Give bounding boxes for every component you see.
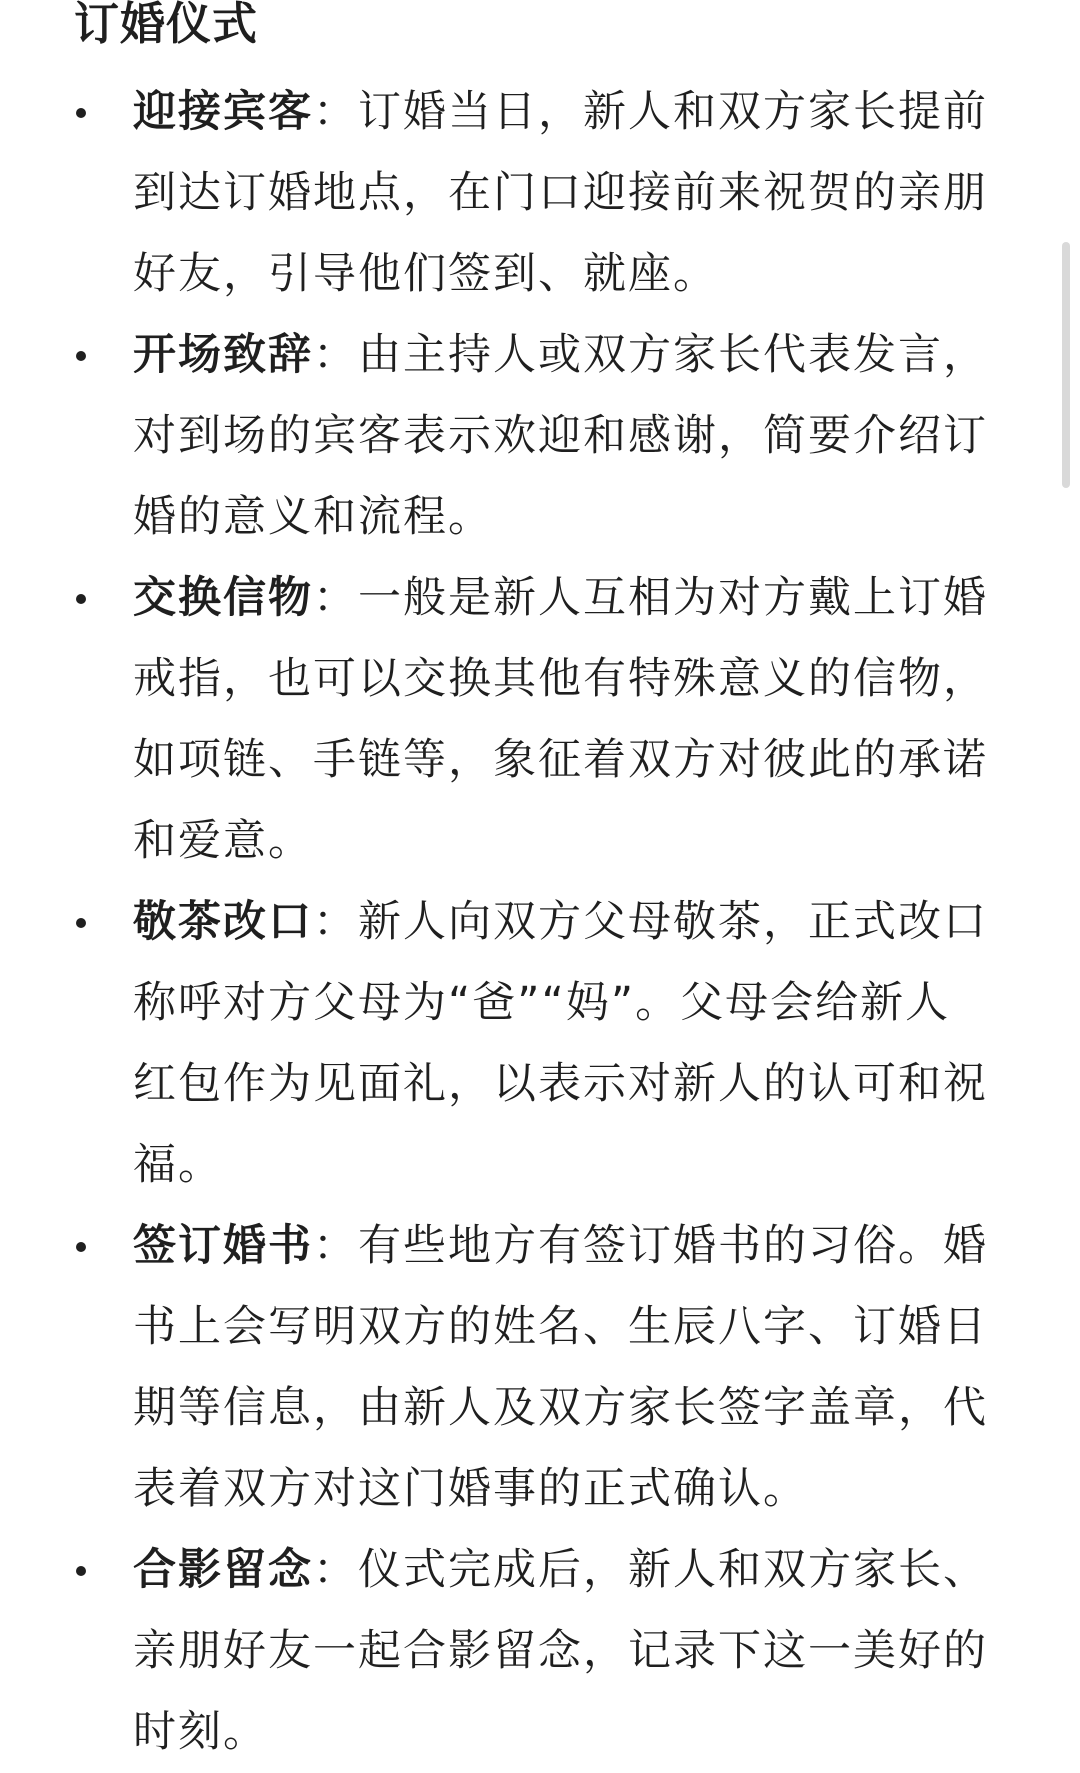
bullet-icon	[76, 594, 86, 604]
item-term: 迎接宾客	[133, 87, 313, 137]
bullet-icon	[76, 918, 86, 928]
bullet-icon	[76, 1566, 86, 1576]
list-item	[0, 315, 1080, 558]
item-term: 交换信物	[133, 573, 313, 623]
item-text: 订婚当日，新人和双方家长提前到达订婚地点，在门口迎接前来祝贺的亲朋好友，引导他们签到、就座。	[133, 87, 988, 299]
item-text: 新人向双方父母敬茶，正式改口称呼对方父母为“爸”“妈”。父母会给新人红包作为见面礼，以表示对新人的认可和祝福。	[133, 897, 988, 1190]
list-item	[0, 558, 1080, 882]
ceremony-list	[0, 72, 1080, 1773]
bullet-icon	[76, 108, 86, 118]
item-term: 签订婚书	[133, 1221, 313, 1271]
bullet-icon	[76, 351, 86, 361]
item-term: 开场致辞	[133, 330, 313, 380]
item-text: 由主持人或双方家长代表发言，对到场的宾客表示欢迎和感谢，简要介绍订婚的意义和流程。	[133, 330, 988, 542]
item-term: 合影留念	[133, 1545, 313, 1595]
item-text: 一般是新人互相为对方戴上订婚戒指，也可以交换其他有特殊意义的信物，如项链、手链等，象征着双方对彼此的承诺和爱意。	[133, 573, 988, 866]
list-item	[0, 882, 1080, 1206]
section-title: 订婚仪式	[74, 0, 259, 50]
list-item	[0, 72, 1080, 315]
bullet-icon	[76, 1242, 86, 1252]
item-separator: ：	[313, 330, 358, 380]
item-separator: ：	[313, 573, 358, 623]
item-term: 敬茶改口	[133, 897, 313, 947]
scrollbar-thumb[interactable]	[1062, 242, 1070, 488]
item-separator: ：	[313, 87, 358, 137]
list-item	[0, 1206, 1080, 1530]
item-separator: ：	[313, 1221, 358, 1271]
item-text: 仪式完成后，新人和双方家长、亲朋好友一起合影留念，记录下这一美好的时刻。	[133, 1545, 988, 1757]
item-text: 有些地方有签订婚书的习俗。婚书上会写明双方的姓名、生辰八字、订婚日期等信息，由新人及双方家长签字盖章，代表着双方对这门婚事的正式确认。	[133, 1221, 988, 1514]
item-separator: ：	[313, 1545, 358, 1595]
list-item	[0, 1530, 1080, 1773]
item-separator: ：	[313, 897, 358, 947]
